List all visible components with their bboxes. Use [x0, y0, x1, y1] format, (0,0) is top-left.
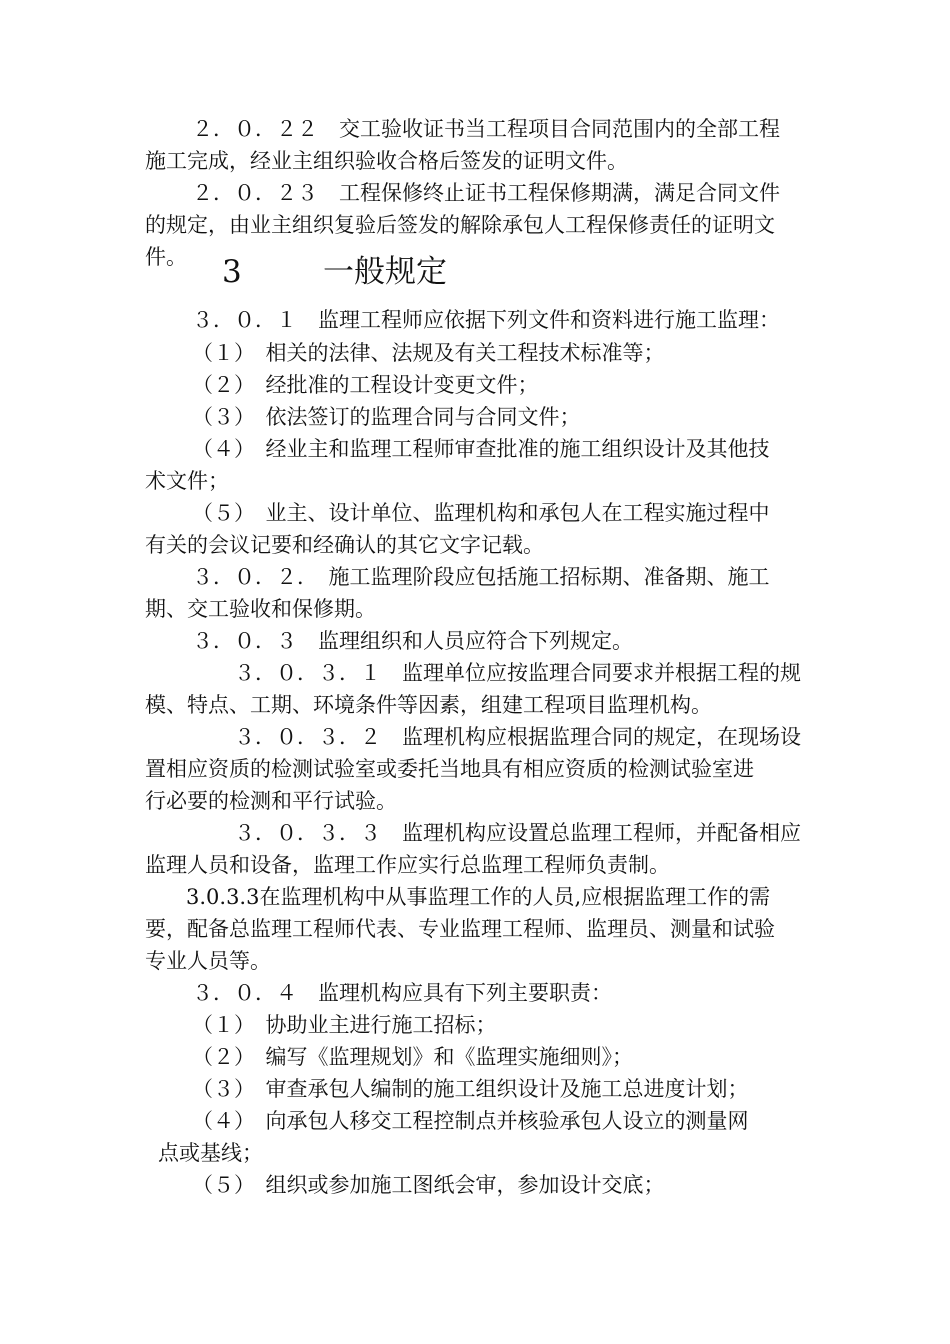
text-line: ３．０．１ 监理工程师应依据下列文件和资料进行施工监理：: [192, 308, 780, 332]
text-line: 件。: [145, 245, 187, 269]
text-line: 3.0.3.3在监理机构中从事监理工作的人员,应根据监理工作的需: [186, 885, 771, 909]
section-title: 一般规定: [323, 254, 447, 290]
text-line: （５） 组织或参加施工图纸会审，参加设计交底；: [192, 1173, 665, 1197]
text-line: 置相应资质的检测试验室或委托当地具有相应资质的检测试验室进: [145, 757, 754, 781]
text-line: （２） 编写《监理规划》和《监理实施细则》；: [192, 1045, 633, 1069]
text-line: 要，配备总监理工程师代表、专业监理工程师、监理员、测量和试验: [145, 917, 775, 941]
text-line: 点或基线；: [158, 1141, 263, 1165]
text-line: ３．０．３．３ 监理机构应设置总监理工程师，并配备相应: [234, 821, 801, 845]
text-line: ３．０．４ 监理机构应具有下列主要职责：: [192, 981, 612, 1005]
text-line: 有关的会议记要和经确认的其它文字记载。: [145, 533, 544, 557]
text-line: ３．０．３．２ 监理机构应根据监理合同的规定，在现场设: [234, 725, 801, 749]
text-line: 行必要的检测和平行试验。: [145, 789, 397, 813]
text-line: 期、交工验收和保修期。: [145, 597, 376, 621]
text-line: 监理人员和设备，监理工作应实行总监理工程师负责制。: [145, 853, 670, 877]
text-line: 的规定，由业主组织复验后签发的解除承包人工程保修责任的证明文: [145, 213, 775, 237]
text-line: ３．０．２． 施工监理阶段应包括施工招标期、准备期、施工: [192, 565, 770, 589]
text-line: ２．０．２３ 工程保修终止证书工程保修期满，满足合同文件: [192, 181, 780, 205]
text-line: （３） 依法签订的监理合同与合同文件；: [192, 405, 581, 429]
text-line: （３） 审查承包人编制的施工组织设计及施工总进度计划；: [192, 1077, 749, 1101]
text-line: ２．０．２２ 交工验收证书当工程项目合同范围内的全部工程: [192, 117, 780, 141]
text-line: （４） 向承包人移交工程控制点并核验承包人设立的测量网: [192, 1109, 749, 1133]
text-line: ３．０．３．１ 监理单位应按监理合同要求并根据工程的规: [234, 661, 801, 685]
text-line: （５） 业主、设计单位、监理机构和承包人在工程实施过程中: [192, 501, 770, 525]
section-number: 3: [222, 254, 242, 290]
text-line: ３．０．３ 监理组织和人员应符合下列规定。: [192, 629, 633, 653]
text-line: （４） 经业主和监理工程师审查批准的施工组织设计及其他技: [192, 437, 770, 461]
text-line: （１） 相关的法律、法规及有关工程技术标准等；: [192, 341, 665, 365]
text-line: 施工完成，经业主组织验收合格后签发的证明文件。: [145, 149, 628, 173]
text-line: （１） 协助业主进行施工招标；: [192, 1013, 497, 1037]
text-line: 模、特点、工期、环境条件等因素，组建工程项目监理机构。: [145, 693, 712, 717]
text-line: 术文件；: [145, 469, 229, 493]
text-line: （２） 经批准的工程设计变更文件；: [192, 373, 539, 397]
text-line: 专业人员等。: [145, 949, 271, 973]
